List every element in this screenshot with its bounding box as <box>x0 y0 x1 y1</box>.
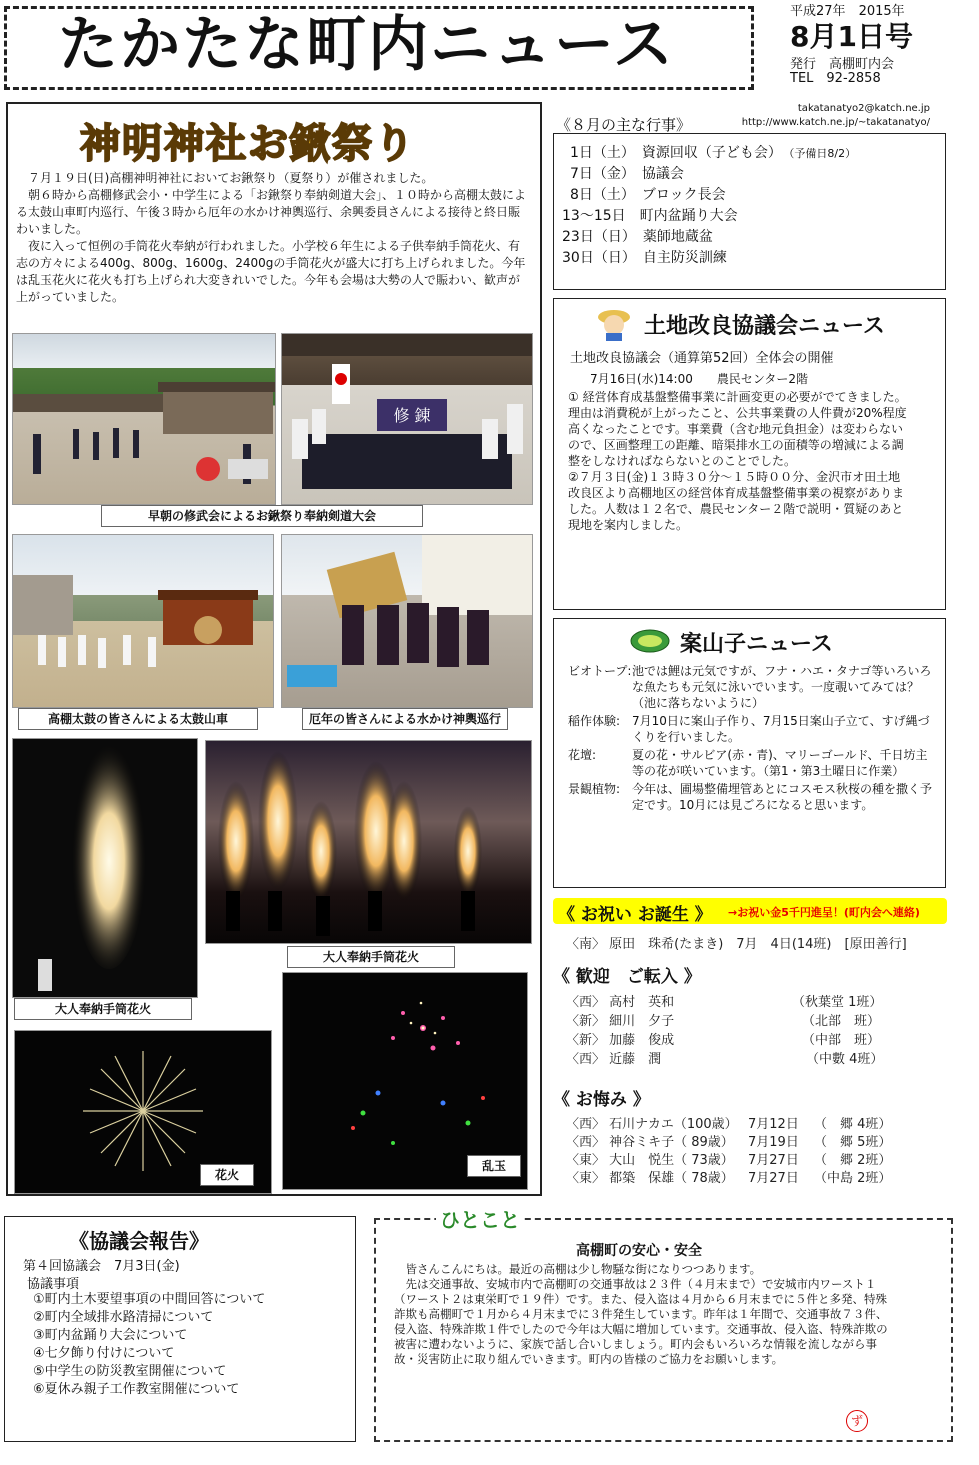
celebration-title: 《 お祝い お誕生 》 <box>558 905 712 925</box>
land-datetime: 7月16日(水)14:00 農民センター2階 <box>590 372 809 386</box>
council-panel <box>4 1216 356 1442</box>
mikoshi-photo <box>281 534 533 708</box>
hitokoto-panel <box>374 1218 953 1442</box>
condolence-date: 7月27日 <box>748 1171 799 1186</box>
kendo-photo <box>12 333 276 505</box>
mikoshi-illustration <box>282 535 532 707</box>
birth-entry: 〈南〉 原田 珠希(たまき) 7月 4日(14班) [原田善行] <box>566 937 907 952</box>
website-link[interactable]: http://www.katch.ne.jp/~takatanatyo/ <box>741 117 930 128</box>
mikoshi-caption: 厄年の皆さんによる水かけ神輿巡行 <box>302 708 508 730</box>
paragraph: 皆さんこんにちは。最近の高棚は少し物騒な街になりつつあります。 <box>405 1262 762 1276</box>
welcome-name: 〈西〉 高村 英和 <box>566 995 675 1010</box>
event-row: 1日（土） 資源回収（子ども会） （予備日8/2） <box>570 145 857 161</box>
paragraph: 夜に入って恒例の手筒花火奉納が行われました。小学校６年生による子供奉納手筒花火、有志の方々による400g、800g、1600g、2400gの手筒花火が盛大に打ち上げられました。今年は乱玉花火に花火も打ち上げられ大変きれいでした。今年も会場は大勢の人で賑わい、歓声が上がっていました。 <box>16 239 526 304</box>
land-panel <box>553 298 946 610</box>
event-row: 30日（日） 自主防災訓練 <box>562 250 727 266</box>
publisher: 発行 高棚町内会 <box>790 57 895 72</box>
council-item: ①町内土木要望事項の中間回答について <box>33 1292 266 1307</box>
kakashi-logo-icon <box>630 629 670 653</box>
masthead-title: たかたな町内ニュース <box>58 10 675 80</box>
events-panel <box>553 133 946 290</box>
tezutsu-photo <box>12 738 198 998</box>
festival-article <box>16 170 528 306</box>
council-title: 《協議会報告》 <box>69 1229 209 1253</box>
event-row: 23日（日） 薬師地蔵盆 <box>562 229 713 245</box>
event-row: 8日（土） ブロック長会 <box>570 187 726 203</box>
welcome-group: （北部 班） <box>802 1014 881 1029</box>
welcome-group: （中數 4班） <box>806 1052 884 1067</box>
condolence-date: 7月19日 <box>748 1135 799 1150</box>
paragraph: ７月１９日(日)高棚神明神社においてお鍬祭り（夏祭り）が催されました。 <box>28 171 434 185</box>
taiko-photo <box>12 534 274 708</box>
condolence-date: 7月27日 <box>748 1153 799 1168</box>
farmer-mascot-icon <box>596 305 632 341</box>
condolence-name: 〈東〉 都築 保雄（ 78歳） <box>566 1171 734 1186</box>
kakashi-items <box>568 663 938 813</box>
issue-number: 8月1日号 <box>790 20 913 53</box>
kendo-group-photo <box>281 333 533 505</box>
council-item: ②町内全域排水路清掃について <box>33 1310 214 1325</box>
kakashi-item: 稲作体験: 7月10日に案山子作り、7月15日案山子立て、すげ縄づくりを行いました。 <box>568 714 930 744</box>
taiko-illustration <box>13 535 273 707</box>
group-illustration <box>282 334 532 504</box>
web-contact <box>720 102 930 130</box>
welcome-group: （中部 班） <box>802 1033 881 1048</box>
kakashi-title: 案山子ニュース <box>680 632 833 657</box>
welcome-name: 〈新〉 細川 夕子 <box>566 1014 675 1029</box>
council-item: ⑥夏休み親子工作教室開催について <box>33 1382 240 1397</box>
condolence-group: （ 郷 2班） <box>814 1153 892 1168</box>
hitokoto-title: 高棚町の安心・安全 <box>576 1243 702 1259</box>
tezutsu-group-caption: 大人奉納手筒花火 <box>287 946 455 968</box>
welcome-name: 〈新〉 加藤 俊成 <box>566 1033 675 1048</box>
condolence-date: 7月12日 <box>748 1117 799 1132</box>
hitokoto-body <box>394 1262 894 1367</box>
welcome-name: 〈西〉 近藤 潤 <box>566 1052 662 1067</box>
hanabi-caption: 花火 <box>200 1164 254 1186</box>
hitokoto-label: ひとこと <box>436 1204 524 1233</box>
condolence-group: （ 郷 4班） <box>814 1117 892 1132</box>
council-item: ③町内盆踊り大会について <box>33 1328 188 1343</box>
council-item: ⑤中学生の防災教室開催について <box>33 1364 227 1379</box>
randama-photo <box>282 972 528 1190</box>
condolence-name: 〈東〉 大山 悦生（ 73歳） <box>566 1153 734 1168</box>
telephone: TEL 92-2858 <box>790 71 881 86</box>
publisher-info <box>790 58 894 86</box>
taiko-caption: 高棚太鼓の皆さんによる太鼓山車 <box>18 708 258 730</box>
condolence-group: （ 郷 5班） <box>814 1135 892 1150</box>
condolence-name: 〈西〉 石川ナカエ（100歳） <box>566 1117 738 1132</box>
tezutsu-group-photo <box>205 740 532 944</box>
welcome-title: 《 歓迎 ご転入 》 <box>553 967 701 987</box>
issue-info <box>790 4 913 55</box>
kakashi-item: 景観植物: 今年は、圃場整備埋管あとにコスモス秋桜の種を撒く予定です。10月には見ごろになると思います。 <box>568 782 933 812</box>
land-subtitle: 土地改良協議会（通算第52回）全体会の開催 <box>570 351 834 366</box>
council-item: ④七夕飾り付けについて <box>33 1346 175 1361</box>
era-year: 平成27年 2015年 <box>790 4 905 19</box>
banner-text: 修 錬 <box>393 406 431 425</box>
email-link[interactable]: takatanatyo2@katch.ne.jp <box>797 103 930 114</box>
kakashi-item: 花壇: 夏の花・サルビア(赤・青)、マリーゴールド、千日坊主等の花が咲いています。（第1・第3土曜日に作業） <box>568 748 928 778</box>
kakashi-panel <box>553 618 946 888</box>
event-row: 7日（金） 協議会 <box>570 166 684 182</box>
condolence-name: 〈西〉 神谷ミキ子（ 89歳） <box>566 1135 734 1150</box>
signature-stamp: ず <box>846 1410 868 1432</box>
tezutsu-group-illustration <box>206 741 531 943</box>
council-subhead: 協議事項 <box>27 1277 80 1292</box>
event-row: 13～15日 町内盆踊り大会 <box>562 208 738 224</box>
hanabi-photo <box>14 1030 272 1194</box>
welcome-group: （秋葉堂 1班） <box>792 995 883 1010</box>
randama-caption: 乱玉 <box>467 1155 521 1177</box>
land-item: ① 経営体育成基盤整備事業に計画変更の必要がでてきました。理由は消費税が上がったこと、公共事業費の人件費が20%程度高くなったことです。事業費（含む地元負担金）は変わらないので、区画整理工の距離、暗渠排水工の面積等の増減による調整をしなければならないとのことでした。 <box>568 390 907 468</box>
condolence-title: 《 お悔み 》 <box>553 1090 650 1110</box>
paragraph: 先は交通事故、安城市内で高棚町の交通事故は２３件（４月末まで）で安城市内ワースト１（ワースト２は東栄町で１９件）です。また、侵入盗は４月から６月末までに５件と多発、特殊詐欺も高棚町で１月から４月末までに３件発生しています。昨年は１年間で、交通事故７３件、侵入盗、特殊詐欺１件でしたので今年は大幅に増加しています。交通事故、侵入盗、特殊詐欺の被害に遭わないように、家族で話し合いしましょう。町内会もいろいろな情報を流しながら事故・災害防止に取り組んでいきます。町内の皆様のご協力をお願いします。 <box>394 1277 888 1366</box>
events-title: 《８月の主な行事》 <box>556 116 692 134</box>
condolence-group: （中島 2班） <box>814 1171 892 1186</box>
land-title: 土地改良協議会ニュース <box>644 314 885 339</box>
council-meeting: 第４回協議会 7月3日(金) <box>23 1259 180 1274</box>
kendo-caption: 早朝の修武会によるお鍬祭り奉納剣道大会 <box>101 505 423 527</box>
celebration-note: →お祝い金5千円進呈！(町内会へ連絡) <box>728 906 920 919</box>
festival-title: 神明神社お鍬祭り <box>80 121 416 167</box>
kakashi-item: ビオトープ: 池では鯉は元気ですが、フナ・ハエ・タナゴ等いろいろな魚たちも元気に泳いでいます。一度覗いてみては？（池に落ちないように） <box>568 664 932 710</box>
tezutsu-caption: 大人奉納手筒花火 <box>14 998 192 1020</box>
kendo-illustration <box>13 334 275 504</box>
tezutsu-illustration <box>13 739 197 997</box>
land-item: ②７月３日(金)１３時３０分～１５時００分、金沢市オ田土地改良区より高棚地区の経営体育成基盤整備事業の視察がありました。人数は１２名で、農民センター２階で説明・質疑のあと現地を案内しました。 <box>568 470 905 532</box>
land-items <box>568 389 912 533</box>
council-items <box>33 1291 265 1399</box>
paragraph: 朝６時から高棚修武会小・中学生による「お鍬祭り奉納剣道大会」、１０時から高棚太鼓による太鼓山車町内巡行、午後３時から厄年の水かけ神輿巡行、余興委員さんによる接待と終日賑わいました。 <box>16 188 527 236</box>
